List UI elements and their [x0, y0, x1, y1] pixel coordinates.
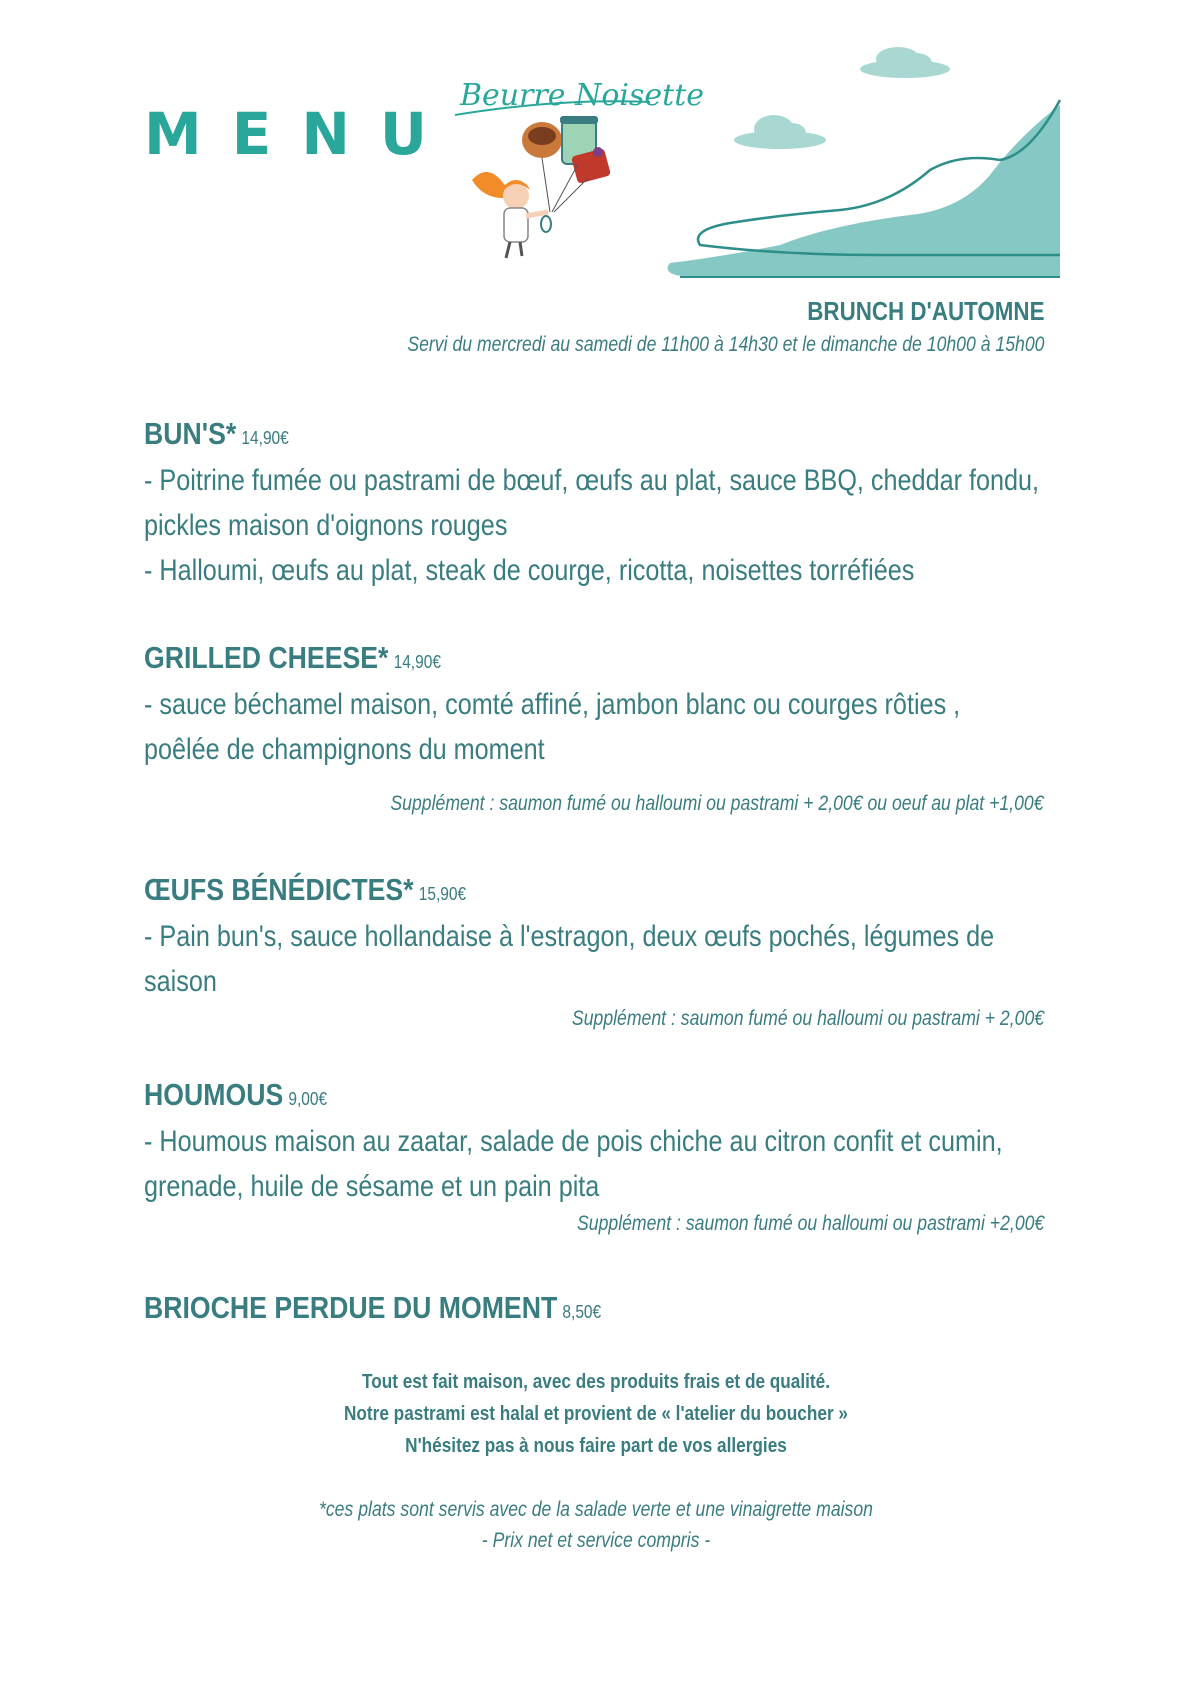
dish-price: 9,00€	[288, 1089, 328, 1109]
dish-price: 14,90€	[241, 428, 289, 448]
footer-line: N'hésitez pas à nous faire part de vos allergies	[405, 1435, 787, 1457]
dish-oeufs-benedictes	[144, 872, 1054, 1004]
dish-line: - Houmous maison au zaatar, salade de pois chiche au citron confit et cumin,	[144, 1125, 1003, 1158]
brand-name: Beurre Noisette	[460, 78, 705, 113]
footer-note-line: - Prix net et service compris -	[481, 1529, 711, 1552]
landscape-illustration-icon	[660, 45, 1060, 285]
dish-line: - Poitrine fumée ou pastrami de bœuf, œufs au plat, sauce BBQ, cheddar fondu,	[144, 464, 1040, 497]
brunch-title: BRUNCH D'AUTOMNE	[806, 296, 1044, 326]
brunch-header	[286, 296, 1044, 357]
dish-houmous	[144, 1077, 1054, 1209]
dish-brioche	[144, 1290, 1054, 1326]
supplement-oeufs-benedictes: Supplément : saumon fumé ou halloumi ou pastrami + 2,00€	[571, 1007, 1044, 1030]
dish-name: GRILLED CHEESE* 14,90€	[144, 640, 441, 675]
dish-line: poêlée de champignons du moment	[144, 733, 545, 766]
footer-note-line: *ces plats sont servis avec de la salade verte et une vinaigrette maison	[318, 1498, 874, 1521]
dish-grilled-cheese	[144, 640, 1054, 772]
dish-line: - sauce béchamel maison, comté affiné, jambon blanc ou courges rôties ,	[144, 688, 961, 721]
dish-line: - Halloumi, œufs au plat, steak de courge, ricotta, noisettes torréfiées	[144, 554, 915, 587]
cloud-icon	[734, 115, 826, 149]
cloud-icon	[860, 47, 950, 78]
footer-line: Tout est fait maison, avec des produits frais et de qualité.	[361, 1371, 831, 1393]
footer-notes	[0, 1494, 1192, 1556]
dish-line: saison	[144, 965, 217, 998]
dish-name: BUN'S* 14,90€	[144, 416, 289, 451]
supplement-houmous: Supplément : saumon fumé ou halloumi ou pastrami +2,00€	[576, 1212, 1044, 1235]
supplement-grilled-cheese: Supplément : saumon fumé ou halloumi ou pastrami + 2,00€ ou oeuf au plat +1,00€	[390, 792, 1044, 815]
chef-balloons-illustration-icon	[472, 116, 611, 258]
footer-info	[0, 1366, 1192, 1462]
dish-price: 14,90€	[393, 652, 441, 672]
dish-line: pickles maison d'oignons rouges	[144, 509, 508, 542]
dish-buns	[144, 416, 1054, 593]
dish-price: 15,90€	[418, 884, 467, 904]
brunch-subtitle: Servi du mercredi au samedi de 11h00 à 14h30 et le dimanche de 10h00 à 15h00	[406, 333, 1044, 356]
dish-name: HOUMOUS 9,00€	[144, 1077, 328, 1112]
dish-name: BRIOCHE PERDUE DU MOMENT 8,50€	[144, 1290, 602, 1325]
dish-line: - Pain bun's, sauce hollandaise à l'estragon, deux œufs pochés, légumes de	[144, 920, 995, 953]
footer-line: Notre pastrami est halal et provient de « l'atelier du boucher »	[343, 1403, 848, 1425]
dish-name: ŒUFS BÉNÉDICTES* 15,90€	[144, 872, 467, 907]
brand-logo-icon	[450, 40, 705, 270]
dish-line: grenade, huile de sésame et un pain pita	[144, 1170, 600, 1203]
dish-price: 8,50€	[562, 1302, 602, 1322]
menu-title: MENU	[144, 100, 457, 168]
